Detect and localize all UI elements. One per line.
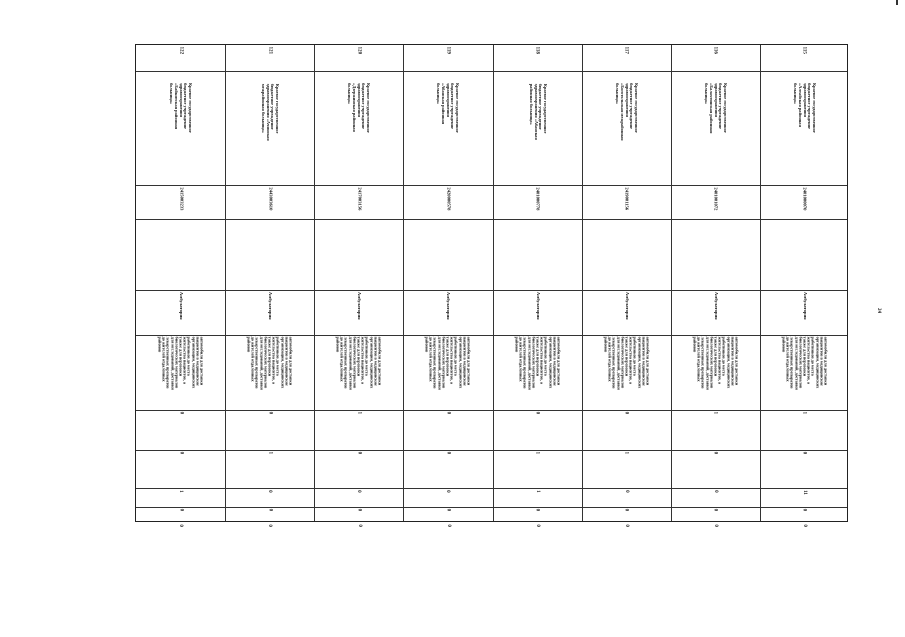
table-cell [403,290,492,335]
cell-value: 0 [712,509,718,512]
cell-value: 0 [534,509,540,512]
table-cell [493,290,582,335]
table-cell [760,450,849,488]
cell-value: 0 [178,509,184,512]
table-cell [493,523,582,528]
table-cell [136,410,225,450]
cell-value: 0 [623,412,629,415]
rotated-table [135,44,848,527]
table-cell [493,410,582,450]
cell-num: 116 [712,47,718,55]
cell-value: 1 [356,412,362,415]
cell-inn: 2443003610 [268,187,274,210]
table-cell [671,523,760,528]
cell-name: Краевое государственное бюджетное учреждение здравоохранения «Абанская районная больница» [437,83,461,134]
table-cell [136,71,225,185]
table-cell [403,507,492,523]
cell-value: 0 [356,509,362,512]
table-cell [314,71,403,185]
table-cell [403,71,492,185]
table-cell [671,450,760,488]
cell-num: 119 [445,47,451,55]
table-cell [760,410,849,450]
table-cell [760,507,849,523]
table-cell [671,185,760,219]
table-cell [493,488,582,507]
cell-name: Краевое государственное бюджетное учреждение здравоохранения «Алтайская районная больница» [793,83,817,134]
cell-value: 0 [623,509,629,512]
cell-desc: автомобили для доставки пациентов в медицинские организации, медицинских работников до места жительства пациентов, а также для перевозки биологических материалов для исследований, доставки лекарственных препаратов до жителей отдаленных районов [425,336,473,391]
table-cell [403,488,492,507]
cell-name: Краевое государственное бюджетное учреждение здравоохранения «Абанская районная больница» [528,83,548,140]
cell-desc: автомобили для доставки пациентов в медицинские организации, медицинских работников до места жительства пациентов, а также для перевозки биологических материалов для исследований, доставки лекарственных препаратов до жителей отдаленных районов [157,336,205,391]
table-cell [136,450,225,488]
table-cell [493,450,582,488]
table-cell [314,450,403,488]
table-cell [225,523,314,528]
cell-value: 1 [178,490,184,493]
table-cell [671,290,760,335]
table-cell [136,523,225,528]
table-cell [403,450,492,488]
cell-value: 0 [267,509,273,512]
table-cell [403,335,492,410]
table-cell [136,219,225,290]
cell-desc: автомобили для доставки пациентов в медицинские организации, медицинских работников до места жительства пациентов, а также для перевозки биологических материалов для исследований, доставки лекарственных препаратов до жителей отдаленных районов [335,336,383,391]
cell-value: 1 [534,490,540,493]
table-cell [671,71,760,185]
cell-value: 0 [802,509,808,512]
cell-value: 0 [178,412,184,415]
cell-inn: 2401000778 [535,187,541,210]
cell-value: 1 [623,452,629,455]
cell-name: Краевое государственное бюджетное учреждение здравоохранения «Байкитская районная больница» [169,83,194,134]
cell-value: 0 [445,509,451,512]
cell-inn: 2417003156 [357,187,363,210]
table-cell [493,45,582,71]
table-cell [314,219,403,290]
table-cell [314,507,403,523]
table-cell [582,45,671,71]
cell-value: 0 [267,524,273,527]
table-cell [582,450,671,488]
cell-value: 0 [267,490,273,493]
table-cell [671,410,760,450]
table-cell [493,219,582,290]
table-cell [582,488,671,507]
table-cell [136,290,225,335]
table-cell [760,488,849,507]
cell-type: Амбулатория [802,292,808,320]
table-cell [225,507,314,523]
cell-inn: 2419001156 [624,187,630,210]
cell-value: 0 [712,490,718,493]
cell-value: 0 [267,412,273,415]
cell-inn: 2420000578 [446,187,452,210]
cell-value: 0 [623,524,629,527]
cell-value: 0 [445,412,451,415]
cell-num: 115 [802,47,808,55]
cell-inn: 2401001072 [713,187,719,210]
table-cell [671,507,760,523]
cell-name: Краевое государственное бюджетное учреждение здравоохранения «Балахтинская районная больница» [704,83,728,134]
cell-value: 0 [178,452,184,455]
cell-name: Краевое государственное бюджетное учреждение здравоохранения «Боготольская межрайонная больница» [615,83,639,141]
table-cell [582,71,671,185]
cell-value: 1 [712,412,718,415]
table-cell [760,335,849,410]
cell-value: 1 [267,452,273,455]
table-cell [403,523,492,528]
cell-type: Амбулатория [624,292,630,320]
cell-value: 0 [534,412,540,415]
table-cell [760,185,849,219]
cell-type: Амбулатория [446,292,452,320]
table-cell [582,219,671,290]
table-cell [225,450,314,488]
cell-value: 0 [178,524,184,527]
cell-value: 0 [445,452,451,455]
cell-desc: автомобили для доставки пациентов в медицинские организации, медицинских работников до места жительства пациентов, а также для перевозки биологических материалов для исследований, доставки лекарственных препаратов до жителей отдаленных районов [603,336,651,391]
table-cell [225,290,314,335]
cell-num: 122 [178,47,184,55]
cell-value: 11 [802,490,808,495]
table-cell [314,523,403,528]
cell-desc: автомобили для доставки пациентов в медицинские организации, медицинских работников до места жительства пациентов, а также для перевозки биологических материалов для исследований, доставки лекарственных препаратов до жителей отдаленных районов [692,336,740,391]
cell-value: 0 [445,524,451,527]
cell-value: 0 [356,490,362,493]
table-cell [403,185,492,219]
cell-value: 0 [356,452,362,455]
cell-value: 1 [534,452,540,455]
table-cell [314,335,403,410]
table-cell [760,71,849,185]
cell-type: Амбулатория [535,292,541,320]
cell-value: 0 [802,524,808,527]
table-cell [225,71,314,185]
table-cell [493,335,582,410]
table-cell [403,219,492,290]
table-cell [136,488,225,507]
table-cell [760,219,849,290]
cell-value: 0 [445,490,451,493]
table-cell [582,410,671,450]
table-cell [760,290,849,335]
page-number: 24 [876,308,881,313]
cell-inn: 2415003233 [178,187,184,210]
table-cell [403,410,492,450]
table-cell [760,523,849,528]
cell-value: 1 [802,412,808,415]
table-cell [225,219,314,290]
cell-value: 0 [534,524,540,527]
table-cell [671,488,760,507]
cell-value: 0 [802,452,808,455]
table-cell [225,335,314,410]
table-cell [314,45,403,71]
table-cell [582,523,671,528]
table-cell [225,45,314,71]
cell-value: 0 [712,452,718,455]
table-cell [493,507,582,523]
corner-mark [896,0,898,5]
table-cell [314,410,403,450]
cell-num: 121 [267,47,273,55]
cell-value: 0 [356,524,362,527]
table-cell [493,185,582,219]
cell-desc: автомобили для доставки пациентов в медицинские организации, медицинских работников до места жительства пациентов, а также для перевозки биологических материалов для исследований, доставки лекарственных препаратов до жителей отдаленных районов [246,336,294,391]
table-cell [582,335,671,410]
table-cell [136,45,225,71]
table-cell [493,71,582,185]
cell-type: Амбулатория [713,292,719,320]
table-cell [136,507,225,523]
cell-type: Амбулатория [178,292,184,320]
cell-num: 120 [356,47,362,55]
cell-num: 117 [623,47,629,55]
cell-value: 0 [623,490,629,493]
table-cell [225,410,314,450]
cell-name: Краевое государственное бюджетное учреждение здравоохранения «Дзержинская районная больница» [347,83,372,134]
cell-value: 0 [712,524,718,527]
cell-name: Краевое государственное бюджетное учреждение здравоохранения «Ачинская межрайонная больница» [261,83,280,141]
cell-desc: автомобили для доставки пациентов в медицинские организации, медицинских работников до места жительства пациентов, а также для перевозки биологических материалов для исследований, доставки лекарственных препаратов до жителей отдаленных районов [514,336,562,391]
table-cell [760,45,849,71]
cell-type: Амбулатория [268,292,274,320]
table-cell [314,488,403,507]
table-cell [225,488,314,507]
table-cell [314,185,403,219]
table-cell [225,185,314,219]
table-cell [314,290,403,335]
table-cell [403,45,492,71]
table-cell [582,290,671,335]
cell-num: 118 [534,47,540,55]
cell-desc: автомобили для доставки пациентов в медицинские организации, медицинских работников до места жительства пациентов, а также для перевозки биологических материалов для исследований, доставки лекарственных препаратов до жителей отдаленных районов [781,336,829,391]
table-cell [582,185,671,219]
table-cell [582,507,671,523]
table-cell [136,185,225,219]
table-cell [671,219,760,290]
cell-inn: 2401000070 [802,187,808,210]
table-cell [136,335,225,410]
cell-type: Амбулатория [357,292,363,320]
table-cell [671,335,760,410]
table-cell [671,45,760,71]
